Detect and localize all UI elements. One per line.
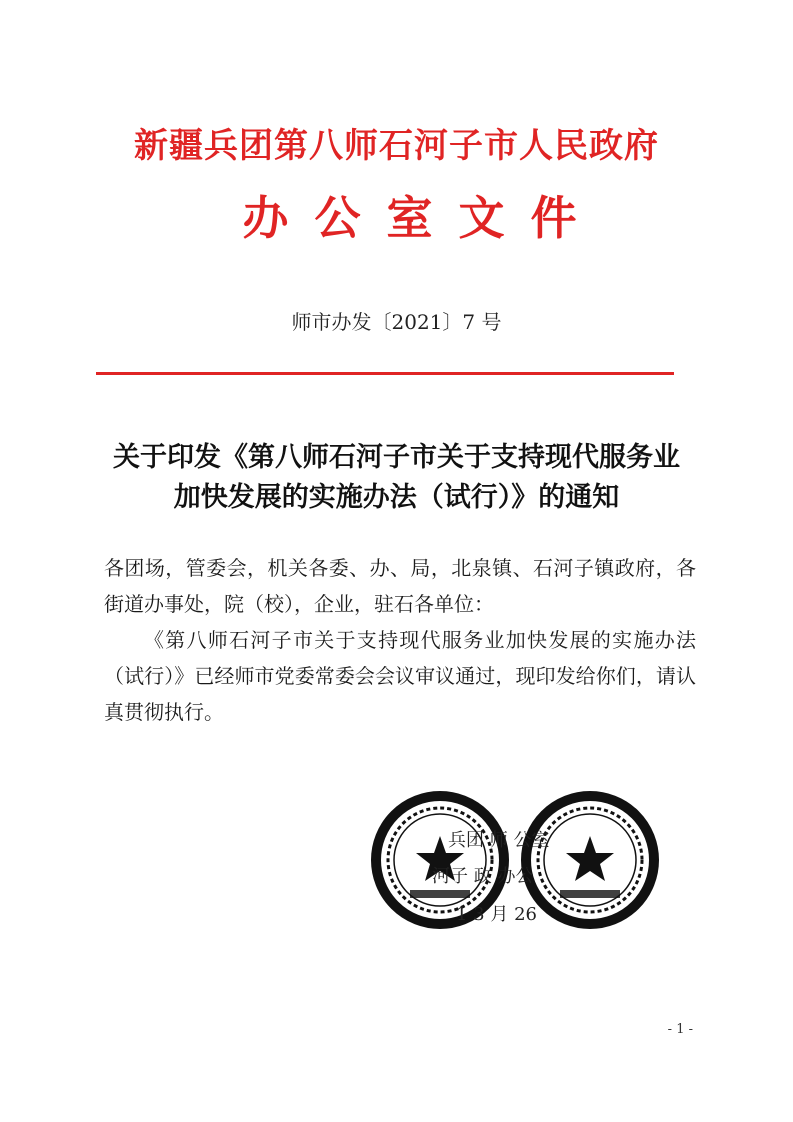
red-separator-line <box>96 372 674 375</box>
document-type-heading: 办公室文件 <box>242 191 603 245</box>
signature-block <box>370 790 700 940</box>
official-seal-right <box>520 790 660 930</box>
signature-line-1: 兵团 师 公室 <box>448 830 550 851</box>
recipients: 各团场，管委会，机关各委、办、局，北泉镇、石河子镇政府，各街道办事处，院（校），企业，驻石各单位： <box>104 556 696 616</box>
signature-line-2: 河子 政 办公 <box>432 866 534 887</box>
signature-date: 1 3 月 26 <box>456 904 537 925</box>
page-number: - 1 - <box>667 1022 693 1037</box>
title-line-2: 加快发展的实施办法（试行）》的通知 <box>173 482 620 513</box>
body-paragraph: 《第八师石河子市关于支持现代服务业加快发展的实施办法（试行）》已经师市党委常委会会议审议通过，现印发给你们，请认真贯彻执行。 <box>104 628 696 724</box>
document-number: 师市办发〔2021〕7 号 <box>291 310 502 334</box>
notice-body <box>104 550 696 730</box>
title-line-1: 关于印发《第八师石河子市关于支持现代服务业 <box>113 442 680 473</box>
issuing-organization: 新疆兵团第八师石河子市人民政府 <box>134 126 659 166</box>
notice-title <box>60 438 733 518</box>
